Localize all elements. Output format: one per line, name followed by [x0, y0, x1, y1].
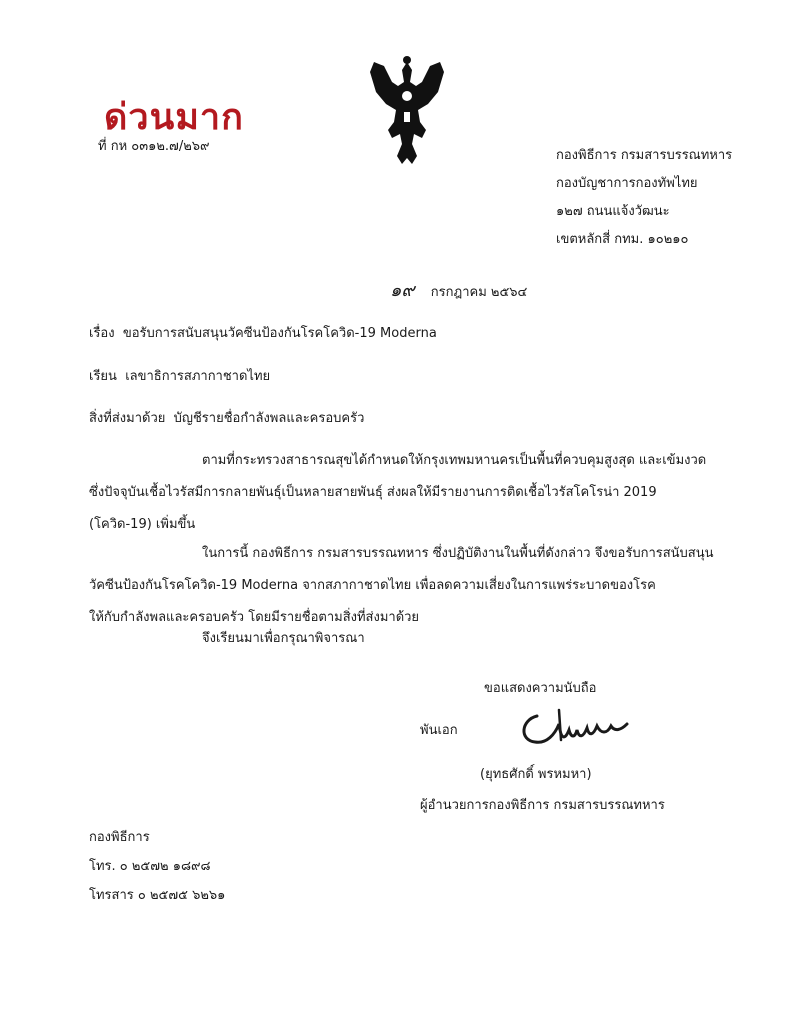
enclosure-label: สิ่งที่ส่งมาด้วย: [89, 411, 166, 426]
footer-phone: โทร. ๐ ๒๕๗๒ ๑๘๙๘: [89, 859, 211, 874]
urgency-stamp: ด่วนมาก: [104, 97, 244, 138]
signer-rank: พันเอก: [420, 723, 458, 738]
body-paragraph-3: [89, 623, 729, 655]
body-line: ตามที่กระทรวงสาธารณสุขได้กำหนดให้กรุงเทพมหานครเป็นพื้นที่ควบคุมสูงสุด และเข้มงวด: [202, 453, 707, 468]
body-line: ให้กับกำลังพลและครอบครัว โดยมีรายชื่อตามสิ่งที่ส่งมาด้วย: [89, 610, 420, 625]
signer-name: (ยุทธศักดิ์ พรหมหา): [480, 767, 592, 782]
enclosure-text: บัญชีรายชื่อกำลังพลและครอบครัว: [173, 411, 365, 426]
reference-number: ที่ กห ๐๓๑๒.๗/๒๖๙: [98, 139, 210, 154]
sender-address-line-2: กองบัญชาการกองทัพไทย: [556, 176, 698, 191]
recipient-text: เลขาธิการสภากาชาดไทย: [125, 369, 271, 384]
subject-text: ขอรับการสนับสนุนวัคซีนป้องกันโรคโควิด-19 Moderna: [122, 326, 437, 341]
body-paragraph-2: [89, 538, 729, 634]
date-day: ๑๙: [390, 280, 415, 301]
subject-label: เรื่อง: [89, 326, 115, 341]
sender-address-line-3: ๑๒๗ ถนนแจ้งวัฒนะ: [556, 204, 670, 219]
footer-division: กองพิธีการ: [89, 830, 150, 845]
sender-address-line-4: เขตหลักสี่ กทม. ๑๐๒๑๐: [556, 232, 689, 247]
body-line: ในการนี้ กองพิธีการ กรมสารบรรณทหาร ซึ่งปฏิบัติงานในพื้นที่ดังกล่าว จึงขอรับการสนับสนุน: [202, 546, 714, 561]
recipient-label: เรียน: [89, 369, 117, 384]
garuda-emblem-icon: [362, 52, 452, 172]
letter-date: [390, 275, 527, 304]
body-line: วัคซีนป้องกันโรคโควิด-19 Moderna จากสภากาชาดไทย เพื่อลดความเสี่ยงในการแพร่ระบาดของโรค: [89, 578, 656, 593]
enclosure-line: [89, 410, 364, 428]
body-line: (โควิด-19) เพิ่มขึ้น: [89, 517, 196, 532]
closing-salutation: ขอแสดงความนับถือ: [484, 681, 597, 696]
date-month-year: กรกฎาคม ๒๕๖๔: [430, 285, 528, 300]
body-line: จึงเรียนมาเพื่อกรุณาพิจารณา: [202, 631, 365, 646]
body-line: ซึ่งปัจจุบันเชื้อไวรัสมีการกลายพันธุ์เป็นหลายสายพันธุ์ ส่งผลให้มีรายงานการติดเชื้อไวรัสโคโรน่า 2019: [89, 485, 657, 500]
footer-fax: โทรสาร ๐ ๒๕๗๕ ๖๒๖๑: [89, 888, 226, 903]
recipient-line: [89, 368, 270, 386]
sender-address-line-1: กองพิธีการ กรมสารบรรณทหาร: [556, 148, 733, 163]
body-paragraph-1: [89, 445, 729, 541]
subject-line: [89, 325, 437, 343]
signer-position: ผู้อำนวยการกองพิธีการ กรมสารบรรณทหาร: [420, 798, 665, 813]
handwritten-signature: [515, 700, 635, 750]
